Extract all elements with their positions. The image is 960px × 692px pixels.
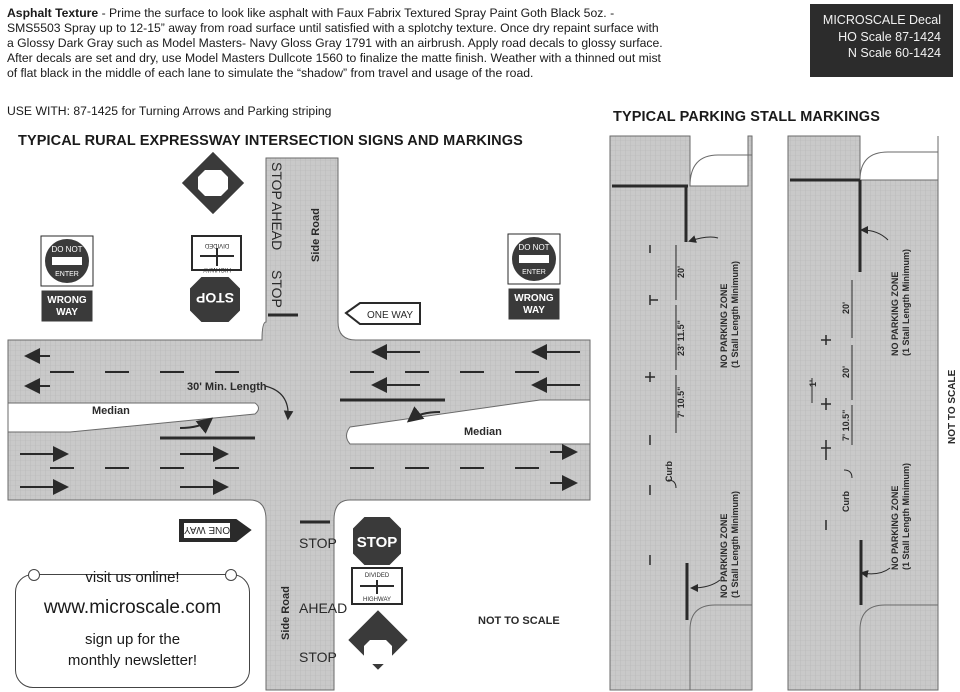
- median-east-label: Median: [464, 426, 502, 438]
- decal-n-scale: N Scale 60-1424: [847, 46, 941, 60]
- enter-label-east: ENTER: [522, 269, 546, 276]
- rural-heading: TYPICAL RURAL EXPRESSWAY INTERSECTION SIGNS AND MARKINGS: [18, 133, 523, 149]
- way-label-east: WAY: [523, 305, 545, 316]
- noparking-bottom-lot2-b: (1 Stall Length Minimum): [901, 463, 911, 570]
- do-not-enter-sign-east: [508, 234, 560, 284]
- stop-word-south-1: STOP: [299, 535, 337, 551]
- stop-word-south-2: STOP: [299, 649, 337, 665]
- ahead-word-north: AHEAD: [269, 202, 285, 251]
- divided-label-north: DIVIDED: [204, 242, 230, 248]
- do-not-enter-sign-west: [41, 236, 93, 286]
- stop-ahead-symbol: [198, 170, 228, 196]
- dim-7-lot2: 7' 10.5": [841, 409, 851, 441]
- dim-20a-lot2: 20': [841, 301, 851, 314]
- way-label-west: WAY: [56, 307, 78, 318]
- warning-sign-south: [347, 609, 409, 671]
- median-west-label: Median: [92, 405, 130, 417]
- noparking-top-lot1-b: (1 Stall Length Minimum): [730, 261, 740, 368]
- intro-title: Asphalt Texture: [7, 6, 99, 20]
- highway-label-south: HIGHWAY: [363, 597, 391, 603]
- ahead-word-south: AHEAD: [299, 600, 348, 616]
- stop-label-north: STOP: [196, 290, 234, 306]
- warning-sign-north: [180, 150, 245, 215]
- intro-body: - Prime the surface to look like asphalt with Faux Fabrix Textured Spray Paint Goth Black 5oz. - SMS5503 Spray up to 12-15” away from road surface until satisfied with a splotchy texture. Once dry repaint surface with a Glossy Dark Gray such as Model Masters- Navy Gloss Gray 1791 with an airbrush. Apply road decals to glossy surface. After decals are set and dry, use Model Masters Dullcote 1560 to finalize the matte finish. Weather with a thinned out mist of flat black in the middle of each lane to simulate the “shadow” from travel and usage of the road.: [7, 6, 663, 80]
- do-not-label-east: DO NOT: [518, 243, 550, 252]
- parking-heading: TYPICAL PARKING STALL MARKINGS: [613, 109, 880, 125]
- highway-label-north: HIGHWAY: [203, 266, 231, 272]
- one-way-sign-north: [346, 303, 420, 324]
- wrong-label-west: WRONG: [47, 295, 87, 306]
- one-way-label-north: ONE WAY: [366, 310, 414, 321]
- dim-20b-lot2: 20': [841, 365, 851, 378]
- rural-not-to-scale: NOT TO SCALE: [478, 615, 560, 627]
- website-url[interactable]: www.microscale.com: [43, 597, 222, 618]
- wrong-way-sign-east: [508, 288, 560, 320]
- curb-label-lot1: Curb: [664, 461, 674, 482]
- side-road-south-label: Side Road: [280, 586, 292, 640]
- min-length-label: 30' Min. Length: [187, 381, 267, 393]
- stop-sign-north: [189, 276, 241, 323]
- noparking-bottom-lot1-b: (1 Stall Length Minimum): [730, 491, 740, 598]
- divided-highway-sign-south: [352, 568, 402, 604]
- website-callout: [15, 569, 250, 688]
- one-way-sign-south: [180, 520, 250, 541]
- noparking-bottom-lot2-a: NO PARKING ZONE: [890, 485, 900, 570]
- stop-sign-south: [352, 516, 402, 566]
- newsletter-text: [16, 629, 249, 671]
- wrong-label-east: WRONG: [514, 293, 554, 304]
- parking-lot-2: [788, 136, 938, 690]
- stop-label-south: STOP: [356, 534, 398, 551]
- enter-label-west: ENTER: [55, 271, 79, 278]
- dim-20-lot1: 20': [676, 265, 686, 278]
- side-road-north-label: Side Road: [310, 208, 322, 262]
- newsletter-line2: monthly newsletter!: [67, 652, 198, 669]
- noparking-top-lot2-a: NO PARKING ZONE: [890, 271, 900, 356]
- decal-ho-scale: HO Scale 87-1424: [838, 29, 941, 44]
- curb-label-lot2: Curb: [841, 491, 851, 512]
- divided-highway-sign-north: [192, 236, 241, 272]
- decal-brand: MICROSCALE Decal: [822, 13, 941, 27]
- noparking-top-lot2-b: (1 Stall Length Minimum): [901, 249, 911, 356]
- parking-not-to-scale: NOT TO SCALE: [947, 369, 958, 444]
- dim-1-lot2: 1': [808, 379, 818, 387]
- dim-7-lot1: 7' 10.5": [676, 386, 686, 418]
- newsletter-line1: sign up for the: [84, 631, 181, 648]
- dim-23-lot1: 23' 11.5": [676, 320, 686, 356]
- stop-word-north-2: STOP: [269, 270, 285, 308]
- divided-label-south: DIVIDED: [364, 573, 390, 579]
- stop-word-north-1: STOP: [269, 162, 285, 200]
- do-not-label-west: DO NOT: [51, 245, 83, 254]
- one-way-label-south: ONE WAY: [183, 524, 231, 535]
- noparking-bottom-lot1-a: NO PARKING ZONE: [719, 513, 729, 598]
- visit-online-text: visit us online!: [85, 569, 180, 586]
- wrong-way-sign-west: [41, 290, 93, 322]
- noparking-top-lot1-a: NO PARKING ZONE: [719, 283, 729, 368]
- use-with-note: USE WITH: 87-1425 for Turning Arrows and Parking striping: [7, 104, 332, 118]
- stop-ahead-symbol-south: [364, 640, 392, 664]
- parking-lot-1: [610, 136, 752, 690]
